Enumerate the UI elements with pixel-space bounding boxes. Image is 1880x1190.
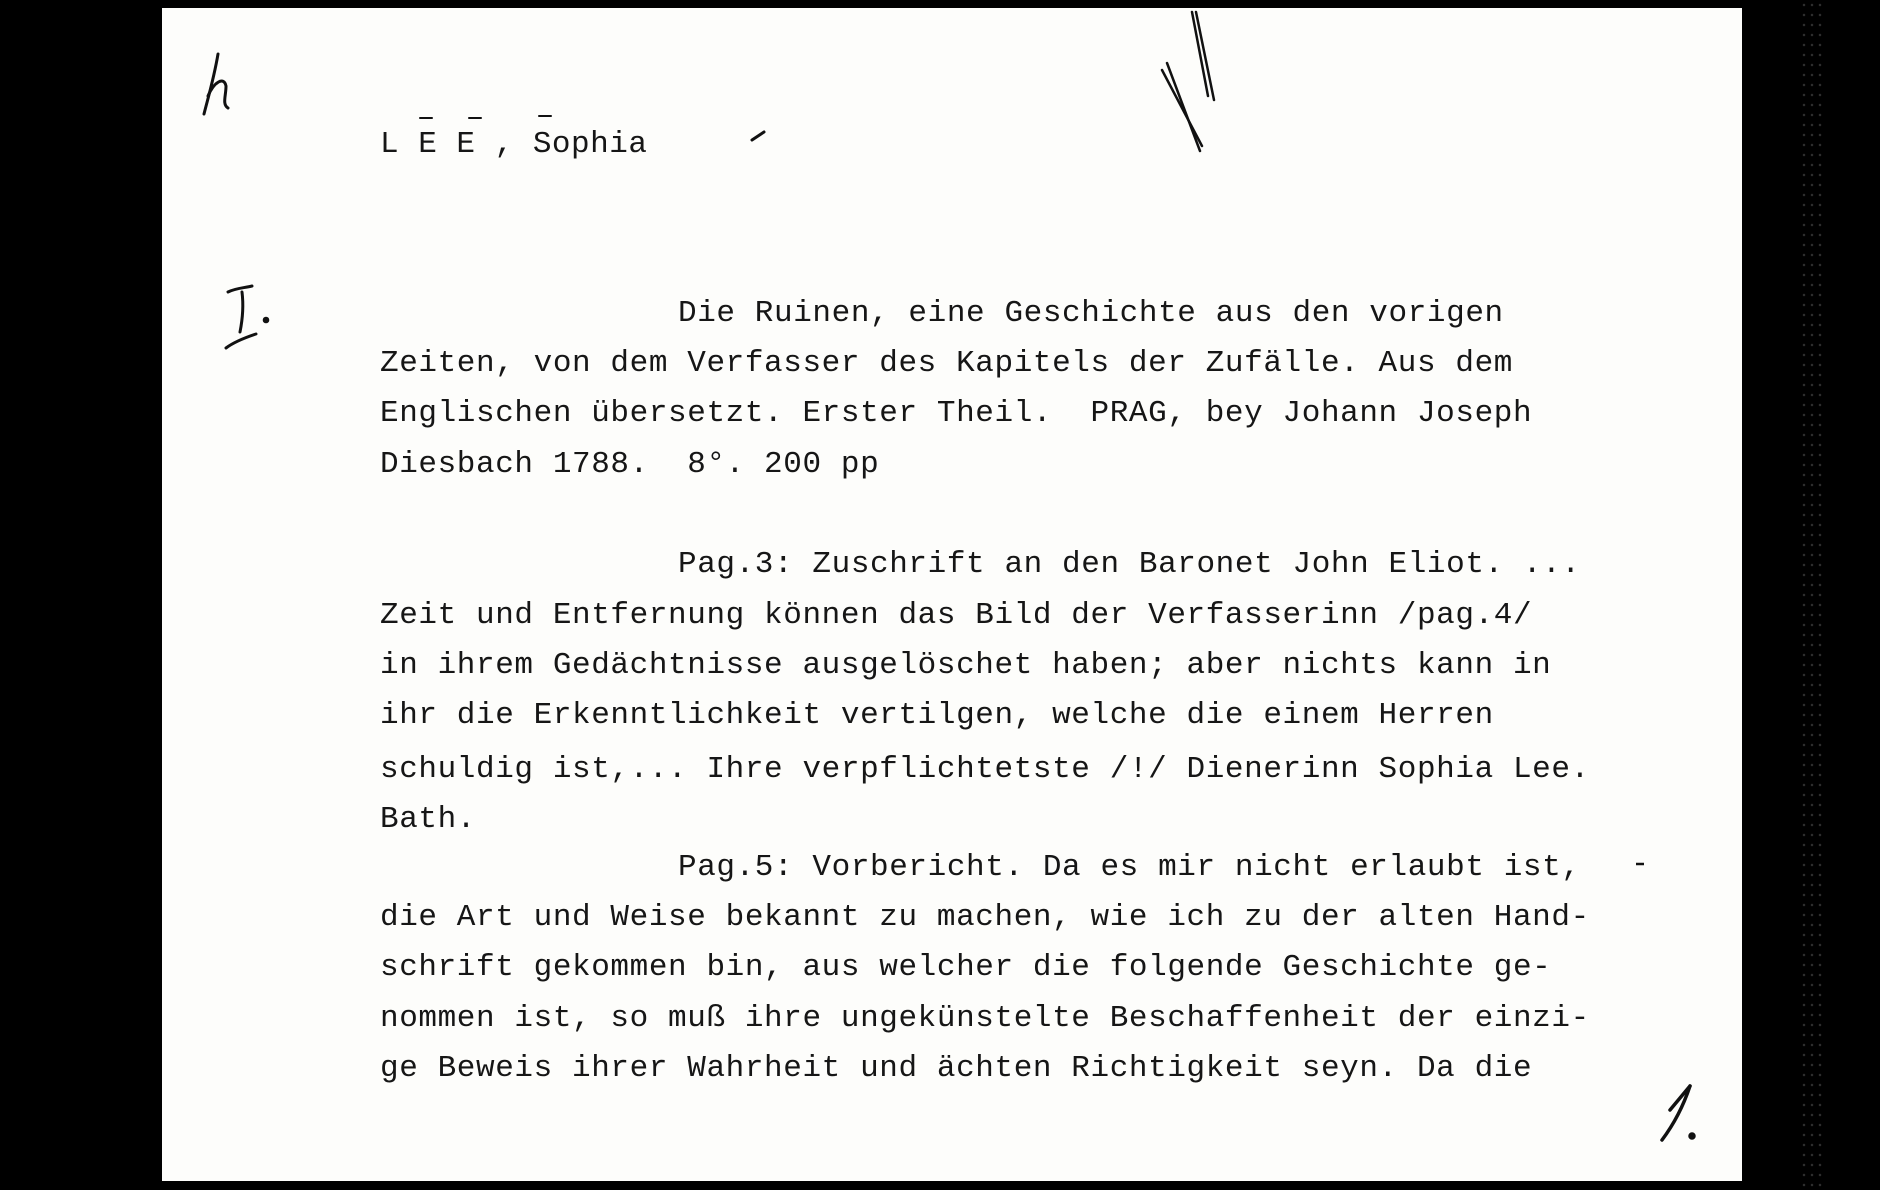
excerpt-line: ge Beweis ihrer Wahrheit und ächten Richtigkeit seyn. Da die [380, 1051, 1533, 1086]
pen-tick-mark [752, 132, 764, 140]
handwritten-h-mark [204, 54, 228, 114]
left-film-border [0, 0, 162, 1190]
excerpt-line: schrift gekommen bin, aus welcher die folgende Geschichte ge- [380, 950, 1552, 985]
entry-line: Diesbach 1788. 8°. 200 pp [380, 447, 880, 482]
card-heading-name: L E E , Sophia [380, 127, 648, 162]
excerpt-line: Zeit und Entfernung können das Bild der Verfasserinn /pag.4/ [380, 598, 1533, 633]
entry-line: Zeiten, von dem Verfasser des Kapitels der Zufälle. Aus dem [380, 346, 1513, 381]
handwritten-section-numeral [226, 286, 268, 348]
diagonal-pen-strokes [1162, 12, 1214, 151]
heading-accent-strokes [420, 116, 551, 118]
handwritten-page-number [1662, 1086, 1694, 1140]
excerpt-line: Pag.5: Vorbericht. Da es mir nicht erlaubt ist, [678, 850, 1581, 885]
excerpt-line: Pag.3: Zuschrift an den Baronet John Eliot. ... [678, 547, 1581, 582]
typed-index-card [162, 8, 1742, 1181]
entry-line: Die Ruinen, eine Geschichte aus den vorigen [678, 296, 1504, 331]
excerpt-line: die Art und Weise bekannt zu machen, wie ich zu der alten Hand- [380, 900, 1590, 935]
excerpt-line: nommen ist, so muß ihre ungekünstelte Beschaffenheit der einzi- [380, 1001, 1590, 1036]
excerpt-line: ihr die Erkenntlichkeit vertilgen, welche die einem Herren [380, 698, 1494, 733]
excerpt-line: in ihrem Gedächtnisse ausgelöschet haben; aber nichts kann in [380, 648, 1552, 683]
entry-line: Englischen übersetzt. Erster Theil. PRAG, bey Johann Joseph [380, 396, 1533, 431]
excerpt-line: schuldig ist,... Ihre verpflichtetste /!/ Dienerinn Sophia Lee. [380, 752, 1590, 787]
excerpt-line: Bath. [380, 802, 477, 837]
film-perforation-dots [1800, 0, 1824, 1190]
